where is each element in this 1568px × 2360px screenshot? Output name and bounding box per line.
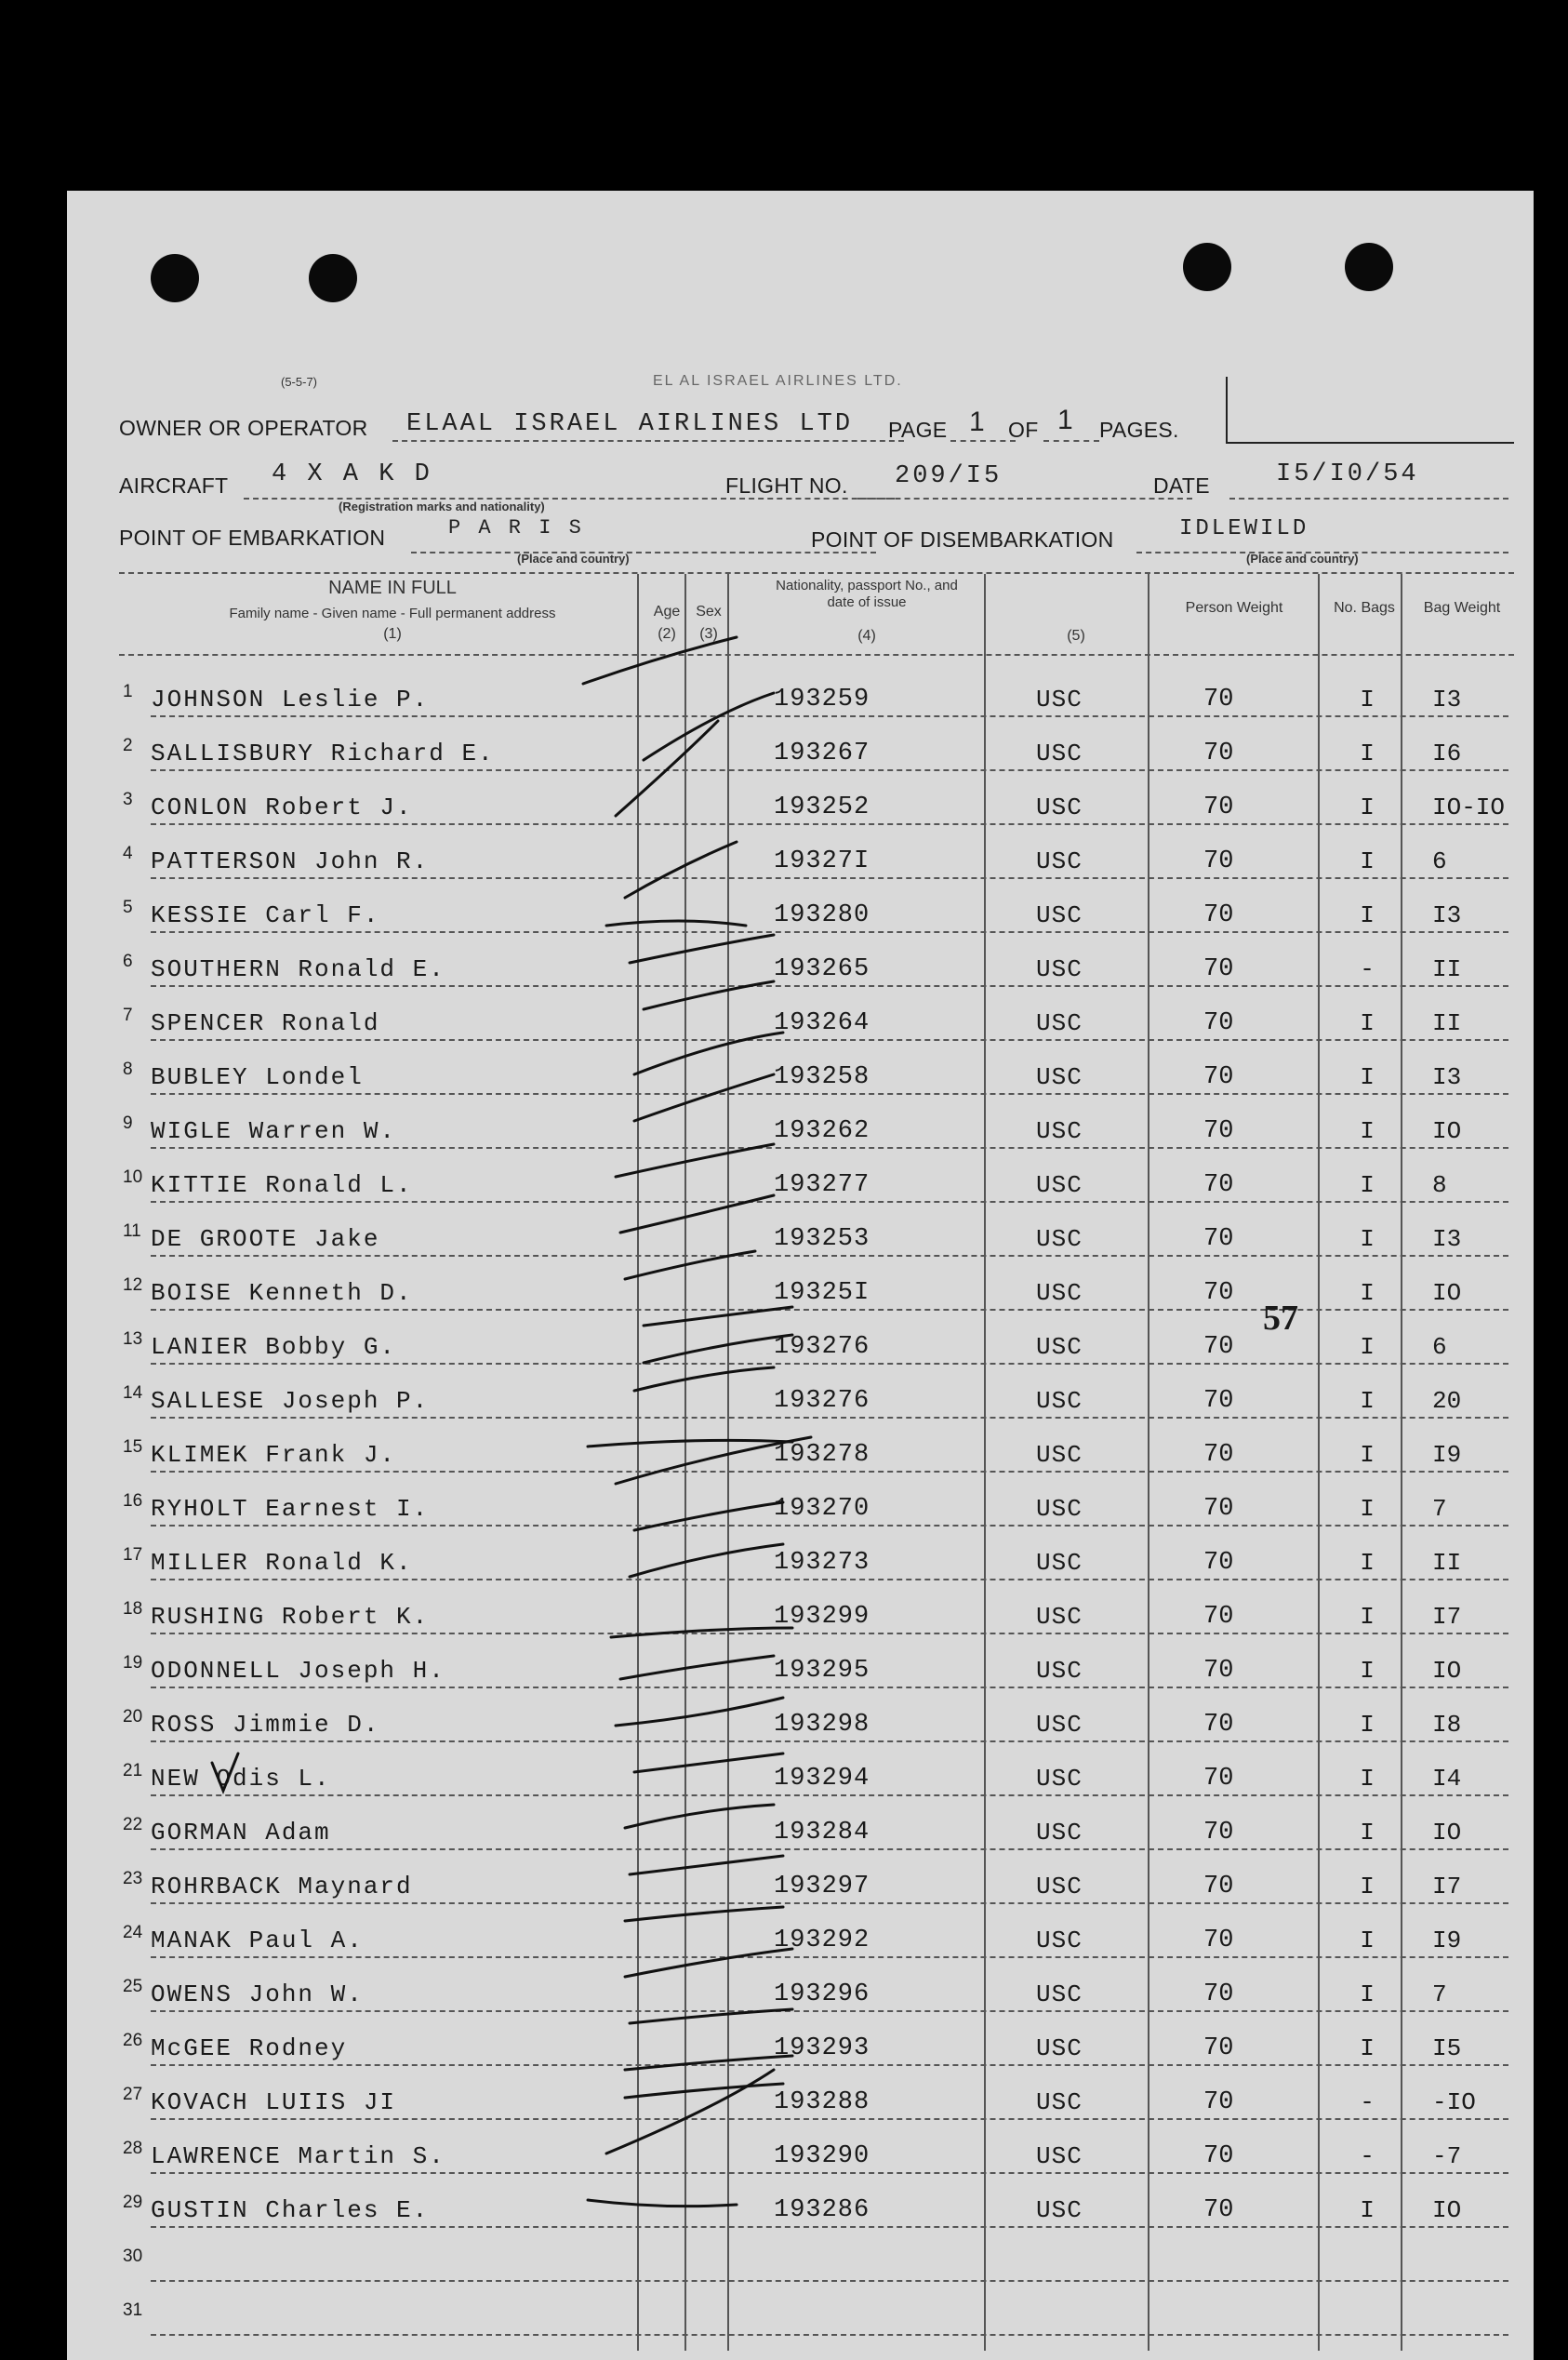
person-weight: 70 (1203, 1171, 1234, 1199)
passenger-name: SALLISBURY Richard E. (151, 740, 495, 767)
bag-weight: II (1432, 1549, 1462, 1577)
row-number: 10 (123, 1167, 143, 1187)
passport-number: 193296 (774, 1980, 870, 2008)
pen-stroke (606, 921, 746, 926)
bag-count: I (1360, 740, 1375, 767)
bag-weight: II (1432, 1009, 1462, 1037)
pen-stroke (583, 637, 737, 684)
stamp-number: 57 (1263, 1299, 1298, 1338)
person-weight: 70 (1203, 1711, 1234, 1739)
flight-label: FLIGHT NO. (725, 473, 848, 498)
embark-label: POINT OF EMBARKATION (119, 526, 386, 550)
nationality: USC (1036, 1495, 1083, 1523)
row-number: 26 (123, 2031, 143, 2050)
bag-count: I (1360, 1603, 1375, 1631)
nationality: USC (1036, 1279, 1083, 1307)
row-number: 23 (123, 1869, 143, 1888)
bag-count: I (1360, 1495, 1375, 1523)
passport-number: 193273 (774, 1549, 870, 1577)
bag-count: I (1360, 1279, 1375, 1307)
nationality: USC (1036, 1117, 1083, 1145)
passport-number: 193286 (774, 2196, 870, 2224)
col-weight: Person Weight (1185, 600, 1283, 616)
form-code: (5-5-7) (281, 375, 318, 389)
disembark-caption: (Place and country) (1246, 552, 1359, 566)
page-value: 1 (969, 407, 988, 437)
bag-count: I (1360, 1765, 1375, 1793)
passport-number: 193294 (774, 1765, 870, 1793)
nationality: USC (1036, 1009, 1083, 1037)
aircraft-value: 4 X A K D (272, 460, 432, 488)
of-value: 1 (1057, 405, 1076, 435)
pen-stroke (644, 1307, 792, 1326)
passport-number: 193276 (774, 1387, 870, 1415)
bag-count: - (1360, 2142, 1375, 2170)
row-number: 28 (123, 2139, 143, 2158)
person-weight: 70 (1203, 2034, 1234, 2062)
passenger-name: DE GROOTE Jake (151, 1225, 380, 1253)
aircraft-caption: (Registration marks and nationality) (339, 500, 545, 513)
nationality: USC (1036, 1387, 1083, 1415)
person-weight: 70 (1203, 2196, 1234, 2224)
row-number: 5 (123, 898, 133, 917)
col-bag-weight: Bag Weight (1423, 600, 1501, 616)
bag-count: I (1360, 2034, 1375, 2062)
pen-stroke (644, 693, 774, 760)
bag-weight: I9 (1432, 1441, 1462, 1469)
row-number: 11 (123, 1221, 141, 1241)
bag-weight: I8 (1432, 1711, 1462, 1739)
passport-number: 193299 (774, 1603, 870, 1631)
col-name-title: NAME IN FULL (328, 578, 457, 598)
pen-stroke (625, 2056, 792, 2070)
passport-number: 193253 (774, 1225, 870, 1253)
nationality: USC (1036, 1873, 1083, 1900)
pen-stroke (630, 2009, 792, 2023)
pen-stroke (588, 2200, 737, 2207)
person-weight: 70 (1203, 847, 1234, 875)
person-weight: 70 (1203, 1927, 1234, 1954)
row-number: 12 (123, 1275, 143, 1295)
passenger-name: CONLON Robert J. (151, 793, 413, 821)
passenger-name: OWENS John W. (151, 1980, 364, 2008)
bag-count: I (1360, 1980, 1375, 2008)
bag-weight: I4 (1432, 1765, 1462, 1793)
passenger-name: GORMAN Adam (151, 1819, 331, 1847)
pen-stroke (630, 935, 774, 963)
row-number: 13 (123, 1329, 143, 1349)
nationality: USC (1036, 1711, 1083, 1739)
row-number: 2 (123, 736, 133, 755)
row-number: 30 (123, 2247, 143, 2266)
passenger-name: RUSHING Robert K. (151, 1603, 430, 1631)
passenger-name: SPENCER Ronald (151, 1009, 380, 1037)
bag-count: I (1360, 847, 1375, 875)
nationality: USC (1036, 2142, 1083, 2170)
disembark-label: POINT OF DISEMBARKATION (811, 527, 1114, 552)
pen-stroke (644, 1335, 792, 1363)
flight-value: 209/I5 (895, 462, 1003, 490)
row-number: 24 (123, 1923, 143, 1942)
embark-caption: (Place and country) (517, 552, 630, 566)
passenger-name: KLIMEK Frank J. (151, 1441, 397, 1469)
row-number: 16 (123, 1491, 143, 1511)
person-weight: 70 (1203, 1980, 1234, 2008)
bag-weight: IO-IO (1432, 793, 1506, 821)
col-sex: Sex (696, 604, 722, 620)
passport-number: 193288 (774, 2088, 870, 2116)
pages-label: PAGES. (1099, 418, 1179, 442)
passenger-name: RYHOLT Earnest I. (151, 1495, 430, 1523)
row-number: 7 (123, 1006, 133, 1025)
passenger-name: GUSTIN Charles E. (151, 2196, 430, 2224)
bag-count: I (1360, 1441, 1375, 1469)
pen-stroke (625, 1949, 792, 1977)
pen-stroke (616, 721, 718, 816)
passport-number: 193297 (774, 1873, 870, 1900)
pen-stroke (625, 1907, 783, 1921)
person-weight: 70 (1203, 1549, 1234, 1577)
nationality: USC (1036, 1819, 1083, 1847)
passport-number: 193280 (774, 901, 870, 929)
pen-stroke (625, 2084, 783, 2098)
nationality: USC (1036, 2088, 1083, 2116)
page-label: PAGE (888, 418, 948, 442)
row-number: 15 (123, 1437, 143, 1457)
passport-number: 193270 (774, 1495, 870, 1523)
person-weight: 70 (1203, 1225, 1234, 1253)
col-passport: Nationality, passport No., and date of issue (776, 578, 958, 610)
row-number: 19 (123, 1653, 143, 1673)
row-number: 27 (123, 2085, 143, 2104)
person-weight: 70 (1203, 740, 1234, 767)
person-weight: 70 (1203, 955, 1234, 983)
date-label: DATE (1153, 473, 1210, 498)
bag-weight: I3 (1432, 1063, 1462, 1091)
row-number: 20 (123, 1707, 143, 1727)
passenger-name: McGEE Rodney (151, 2034, 348, 2062)
owner-label: OWNER OR OPERATOR (119, 416, 368, 440)
bag-weight: 8 (1432, 1171, 1447, 1199)
bag-count: I (1360, 1927, 1375, 1954)
person-weight: 70 (1203, 2142, 1234, 2170)
bag-count: I (1360, 1171, 1375, 1199)
passenger-name: BUBLEY Londel (151, 1063, 364, 1091)
bag-count: I (1360, 1009, 1375, 1037)
bag-count: I (1360, 901, 1375, 929)
bag-weight: 6 (1432, 1333, 1447, 1361)
disembark-value: IDLEWILD (1179, 516, 1309, 541)
bag-weight: 6 (1432, 847, 1447, 875)
nationality: USC (1036, 1980, 1083, 2008)
bag-weight: I3 (1432, 901, 1462, 929)
pen-stroke (625, 1251, 755, 1279)
pen-stroke (620, 1195, 774, 1233)
aircraft-label: AIRCRAFT (119, 473, 229, 498)
passenger-name: MANAK Paul A. (151, 1927, 364, 1954)
bag-weight: IO (1432, 1117, 1462, 1145)
col-passport-num: (4) (857, 628, 876, 644)
passport-number: 193265 (774, 955, 870, 983)
person-weight: 70 (1203, 1117, 1234, 1145)
nationality: USC (1036, 1063, 1083, 1091)
passenger-name: KOVACH LUIIS JI (151, 2088, 397, 2116)
bag-weight: I6 (1432, 740, 1462, 767)
col-name-num: (1) (383, 626, 402, 642)
col-5: (5) (1067, 628, 1085, 644)
bag-weight: -IO (1432, 2088, 1476, 2116)
person-weight: 70 (1203, 686, 1234, 713)
passenger-name: KESSIE Carl F. (151, 901, 380, 929)
passport-number: 193276 (774, 1333, 870, 1361)
bag-count: I (1360, 1819, 1375, 1847)
passport-number: 193278 (774, 1441, 870, 1469)
nationality: USC (1036, 1171, 1083, 1199)
nationality: USC (1036, 847, 1083, 875)
pen-stroke (634, 1367, 774, 1391)
bag-weight: II (1432, 955, 1462, 983)
bag-count: I (1360, 793, 1375, 821)
person-weight: 70 (1203, 1441, 1234, 1469)
passenger-name: PATTERSON John R. (151, 847, 430, 875)
pen-stroke (616, 1698, 783, 1726)
passport-number: 193292 (774, 1927, 870, 1954)
bag-count: I (1360, 1873, 1375, 1900)
person-weight: 70 (1203, 1657, 1234, 1685)
person-weight: 70 (1203, 1819, 1234, 1847)
pen-stroke (212, 1753, 238, 1791)
date-value: I5/I0/54 (1276, 460, 1419, 488)
row-number: 3 (123, 790, 133, 809)
bag-count: I (1360, 2196, 1375, 2224)
col-sex-num: (3) (699, 626, 718, 642)
owner-value: ELAAL ISRAEL AIRLINES LTD (406, 410, 854, 438)
passenger-name: JOHNSON Leslie P. (151, 686, 430, 713)
nationality: USC (1036, 1225, 1083, 1253)
passenger-name: SALLESE Joseph P. (151, 1387, 430, 1415)
of-label: OF (1008, 418, 1039, 442)
passport-number: 193298 (774, 1711, 870, 1739)
nationality: USC (1036, 1441, 1083, 1469)
row-number: 29 (123, 2193, 143, 2212)
col-age-num: (2) (658, 626, 676, 642)
pen-stroke (625, 1805, 774, 1828)
row-number: 31 (123, 2300, 143, 2320)
pen-stroke (616, 1437, 811, 1484)
pen-stroke (630, 1544, 783, 1577)
bag-weight: 20 (1432, 1387, 1462, 1415)
bag-weight: IO (1432, 1819, 1462, 1847)
nationality: USC (1036, 793, 1083, 821)
col-bags: No. Bags (1334, 600, 1395, 616)
pen-stroke (630, 1856, 783, 1874)
passport-number: 193264 (774, 1009, 870, 1037)
bag-weight: IO (1432, 1279, 1462, 1307)
row-number: 25 (123, 1977, 143, 1996)
bag-weight: -7 (1432, 2142, 1462, 2170)
passport-number: 193277 (774, 1171, 870, 1199)
row-number: 1 (123, 682, 133, 701)
passenger-name: LANIER Bobby G. (151, 1333, 397, 1361)
pen-stroke (606, 2070, 774, 2153)
nationality: USC (1036, 740, 1083, 767)
bag-count: I (1360, 1549, 1375, 1577)
col-name-sub: Family name - Given name - Full permanent address (229, 606, 556, 621)
airline-header: EL AL ISRAEL AIRLINES LTD. (653, 373, 903, 389)
person-weight: 70 (1203, 1873, 1234, 1900)
passenger-name: BOISE Kenneth D. (151, 1279, 413, 1307)
bag-weight: I3 (1432, 686, 1462, 713)
row-number: 6 (123, 952, 133, 971)
pen-stroke (620, 1656, 774, 1679)
passenger-name: ODONNELL Joseph H. (151, 1657, 445, 1685)
bag-weight: 7 (1432, 1980, 1447, 2008)
row-number: 17 (123, 1545, 143, 1565)
person-weight: 70 (1203, 1387, 1234, 1415)
manifest-sheet (67, 191, 1534, 2360)
bag-weight: I5 (1432, 2034, 1462, 2062)
nationality: USC (1036, 955, 1083, 983)
embark-value: P A R I S (448, 516, 584, 540)
passport-number: 193259 (774, 686, 870, 713)
passenger-name: SOUTHERN Ronald E. (151, 955, 445, 983)
passport-number: 193258 (774, 1063, 870, 1091)
bag-weight: IO (1432, 1657, 1462, 1685)
nationality: USC (1036, 2034, 1083, 2062)
pen-stroke (644, 981, 774, 1009)
person-weight: 70 (1203, 1495, 1234, 1523)
person-weight: 70 (1203, 1765, 1234, 1793)
row-number: 8 (123, 1060, 133, 1079)
pen-stroke (634, 1074, 774, 1121)
bag-weight: I3 (1432, 1225, 1462, 1253)
bag-count: - (1360, 2088, 1375, 2116)
nationality: USC (1036, 2196, 1083, 2224)
bag-weight: I7 (1432, 1873, 1462, 1900)
person-weight: 70 (1203, 1333, 1234, 1361)
bag-count: I (1360, 1225, 1375, 1253)
nationality: USC (1036, 686, 1083, 713)
col-age: Age (653, 604, 681, 620)
nationality: USC (1036, 1657, 1083, 1685)
row-number: 18 (123, 1599, 143, 1619)
passport-number: 19325I (774, 1279, 870, 1307)
bag-count: I (1360, 1333, 1375, 1361)
row-number: 9 (123, 1113, 133, 1133)
person-weight: 70 (1203, 793, 1234, 821)
bag-count: - (1360, 955, 1375, 983)
bag-weight: 7 (1432, 1495, 1447, 1523)
nationality: USC (1036, 1549, 1083, 1577)
bag-count: I (1360, 1063, 1375, 1091)
pen-stroke (611, 1628, 792, 1637)
passenger-name: LAWRENCE Martin S. (151, 2142, 445, 2170)
passenger-name: WIGLE Warren W. (151, 1117, 397, 1145)
bag-count: I (1360, 1387, 1375, 1415)
nationality: USC (1036, 1927, 1083, 1954)
passport-number: 193267 (774, 740, 870, 767)
person-weight: 70 (1203, 1009, 1234, 1037)
bag-count: I (1360, 1711, 1375, 1739)
pen-stroke (616, 1144, 774, 1177)
person-weight: 70 (1203, 1063, 1234, 1091)
row-number: 14 (123, 1383, 143, 1403)
bag-weight: I9 (1432, 1927, 1462, 1954)
pen-stroke (625, 842, 737, 898)
passport-number: 193262 (774, 1117, 870, 1145)
pen-stroke (634, 1502, 783, 1530)
bag-count: I (1360, 1657, 1375, 1685)
bag-weight: I7 (1432, 1603, 1462, 1631)
passport-number: 193284 (774, 1819, 870, 1847)
passenger-name: MILLER Ronald K. (151, 1549, 413, 1577)
person-weight: 70 (1203, 901, 1234, 929)
row-number: 21 (123, 1761, 143, 1780)
passenger-name: ROSS Jimmie D. (151, 1711, 380, 1739)
nationality: USC (1036, 1765, 1083, 1793)
person-weight: 70 (1203, 1603, 1234, 1631)
pen-stroke (634, 1753, 783, 1772)
passenger-name: KITTIE Ronald L. (151, 1171, 413, 1199)
nationality: USC (1036, 1333, 1083, 1361)
passenger-name: ROHRBACK Maynard (151, 1873, 413, 1900)
bag-count: I (1360, 1117, 1375, 1145)
pen-stroke (634, 1033, 783, 1074)
passport-number: 193252 (774, 793, 870, 821)
passport-number: 193293 (774, 2034, 870, 2062)
bag-count: I (1360, 686, 1375, 713)
row-number: 22 (123, 1815, 143, 1834)
passport-number: 193295 (774, 1657, 870, 1685)
person-weight: 70 (1203, 1279, 1234, 1307)
passport-number: 19327I (774, 847, 870, 875)
nationality: USC (1036, 1603, 1083, 1631)
passenger-name: NEW Odis L. (151, 1765, 331, 1793)
passport-number: 193290 (774, 2142, 870, 2170)
pen-check-marks (67, 191, 1534, 2360)
bag-weight: IO (1432, 2196, 1462, 2224)
person-weight: 70 (1203, 2088, 1234, 2116)
nationality: USC (1036, 901, 1083, 929)
row-number: 4 (123, 844, 133, 863)
